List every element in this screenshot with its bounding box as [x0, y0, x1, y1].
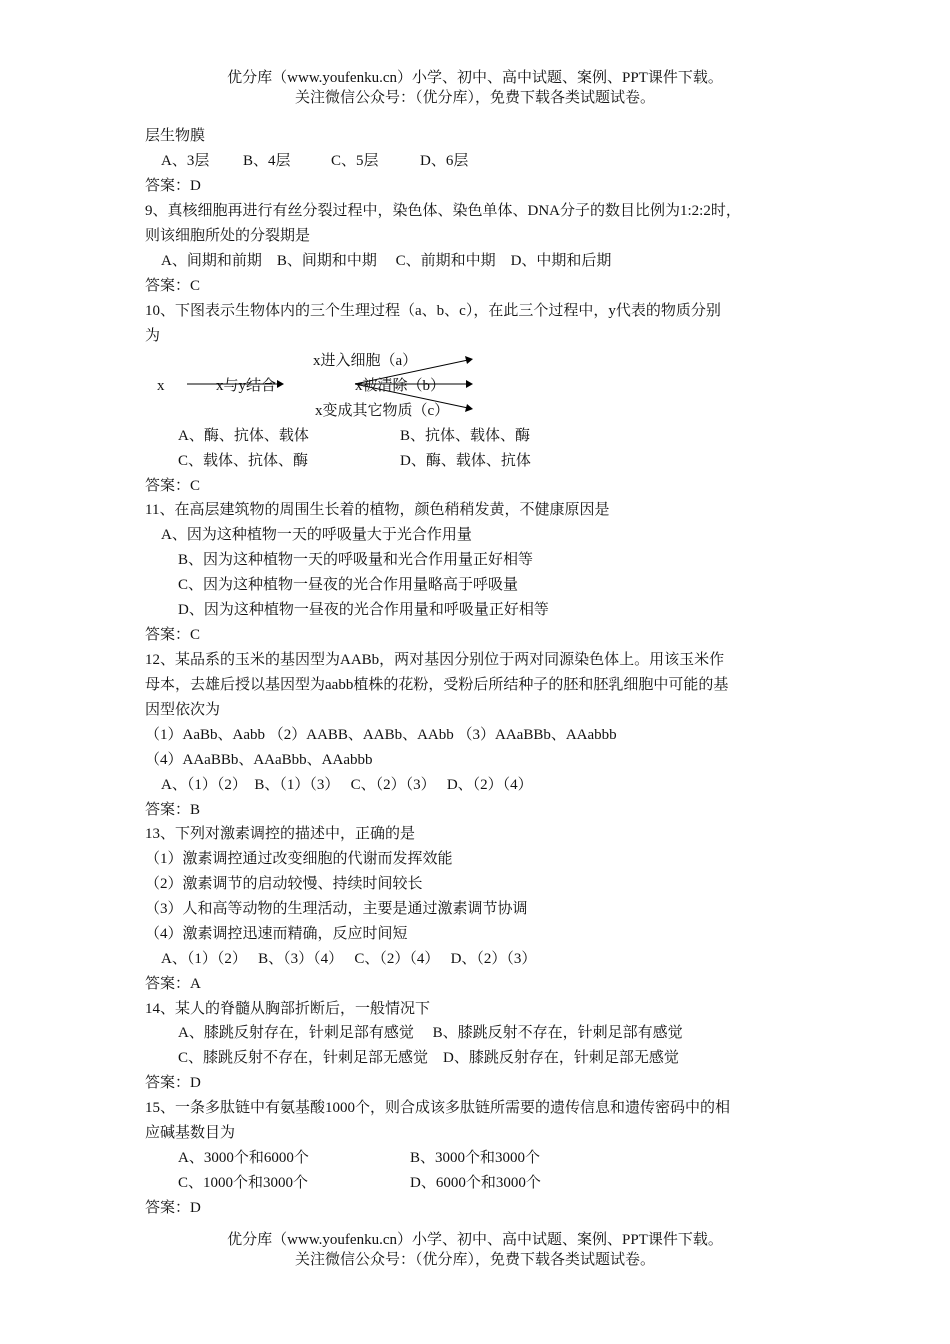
q14-options-line1: A、膝跳反射存在，针刺足部有感觉 B、膝跳反射不存在，针刺足部有感觉: [178, 1025, 683, 1041]
q15-option-d: D、6000个和3000个: [410, 1175, 541, 1191]
q13-statement-3: （3）人和高等动物的生理活动，主要是通过激素调节协调: [145, 901, 528, 917]
q11-option-a: A、因为这种植物一天的呼吸量大于光合作用量: [161, 527, 472, 543]
q9-stem-line1: 9、真核细胞再进行有丝分裂过程中，染色体、染色单体、DNA分子的数目比例为1:2:2时，: [145, 203, 741, 219]
q12-options: A、（1）（2） B、（1）（3） C、（2）（3） D、（2）（4）: [161, 777, 533, 793]
q9-stem-line2: 则该细胞所处的分裂期是: [145, 228, 311, 244]
q13-statement-1: （1）激素调控通过改变细胞的代谢而发挥效能: [145, 851, 453, 867]
q10-answer: 答案：C: [145, 478, 201, 494]
q13-statement-2: （2）激素调节的启动较慢、持续时间较长: [145, 876, 423, 892]
q15-stem-line1: 15、一条多肽链中有氨基酸1000个，则合成该多肽链所需要的遗传信息和遗传密码中的相: [145, 1100, 731, 1116]
q10-option-a: A、酶、抗体、载体: [178, 428, 309, 444]
q8-option-d: D、6层: [420, 153, 469, 169]
arrowhead-b: [466, 380, 473, 388]
q10-option-c: C、载体、抗体、酶: [178, 453, 309, 469]
page-header-line2: 关注微信公众号：（优分库），免费下载各类试题试卷。: [294, 90, 655, 106]
q11-option-c: C、因为这种植物一昼夜的光合作用量略高于呼吸量: [178, 577, 519, 593]
q8-option-a: A、3层: [161, 153, 210, 169]
q11-answer: 答案：C: [145, 627, 201, 643]
q12-items-line1: （1）AaBb、Aabb （2）AABB、AABb、AAbb （3）AAaBBb、AAabbb: [145, 727, 617, 743]
q10-diagram-combine: x与y结合: [216, 378, 277, 394]
q10-diagram-process-a: x进入细胞（a）: [313, 353, 418, 369]
q10-option-d: D、酶、载体、抗体: [400, 453, 531, 469]
q8-stem-continuation: 层生物膜: [145, 128, 206, 144]
q11-option-d: D、因为这种植物一昼夜的光合作用量和呼吸量正好相等: [178, 602, 549, 618]
q14-answer: 答案：D: [145, 1075, 201, 1091]
q14-options-line2: C、膝跳反射不存在，针刺足部无感觉 D、膝跳反射存在，针刺足部无感觉: [178, 1050, 679, 1066]
q15-option-a: A、3000个和6000个: [178, 1150, 309, 1166]
q11-option-b: B、因为这种植物一天的呼吸量和光合作用量正好相等: [178, 552, 534, 568]
arrowhead-c: [465, 404, 473, 412]
q10-stem-line2: 为: [145, 328, 161, 344]
q12-stem-line1: 12、某品系的玉米的基因型为AABb，两对基因分别位于两对同源染色体上。用该玉米作: [145, 652, 725, 668]
q11-stem: 11、在高层建筑物的周围生长着的植物，颜色稍稍发黄，不健康原因是: [145, 502, 610, 518]
q12-items-line2: （4）AAaBBb、AAaBbb、AAabbb: [145, 752, 373, 768]
q12-stem-line2: 母本，去雄后授以基因型为aabb植株的花粉，受粉后所结种子的胚和胚乳细胞中可能的基: [145, 677, 729, 693]
q8-option-b: B、4层: [243, 153, 291, 169]
page-header-line1: 优分库（www.youfenku.cn）小学、初中、高中试题、案例、PPT课件下载。: [227, 70, 723, 86]
q10-diagram-x: x: [157, 378, 165, 394]
q14-stem: 14、某人的脊髓从胸部折断后，一般情况下: [145, 1001, 431, 1017]
q8-option-c: C、5层: [331, 153, 379, 169]
q15-answer: 答案：D: [145, 1200, 201, 1216]
arrowhead-a: [465, 356, 473, 364]
page-footer-line2: 关注微信公众号：（优分库），免费下载各类试题试卷。: [294, 1252, 655, 1268]
arrowhead-combine: [277, 380, 284, 388]
page-footer-line1: 优分库（www.youfenku.cn）小学、初中、高中试题、案例、PPT课件下载。: [227, 1232, 723, 1248]
q15-stem-line2: 应碱基数目为: [145, 1125, 236, 1141]
q8-answer: 答案：D: [145, 178, 201, 194]
q10-diagram-process-c: x变成其它物质（c）: [315, 403, 450, 419]
q10-option-b: B、抗体、载体、酶: [400, 428, 531, 444]
q12-stem-line3: 因型依次为: [145, 702, 221, 718]
q13-answer: 答案：A: [145, 976, 201, 992]
q13-statement-4: （4）激素调控迅速而精确，反应时间短: [145, 926, 408, 942]
q10-diagram-process-b: x被清除（b）: [355, 378, 446, 394]
q10-stem-line1: 10、下图表示生物体内的三个生理过程（a、b、c），在此三个过程中，y代表的物质分别: [145, 303, 721, 319]
q15-option-c: C、1000个和3000个: [178, 1175, 309, 1191]
q13-stem: 13、下列对激素调控的描述中，正确的是: [145, 826, 416, 842]
q9-answer: 答案：C: [145, 278, 201, 294]
q15-option-b: B、3000个和3000个: [410, 1150, 541, 1166]
q9-options: A、间期和前期 B、间期和中期 C、前期和中期 D、中期和后期: [161, 253, 612, 269]
q12-answer: 答案：B: [145, 802, 201, 818]
q13-options: A、（1）（2） B、（3）（4） C、（2）（4） D、（2）（3）: [161, 951, 537, 967]
